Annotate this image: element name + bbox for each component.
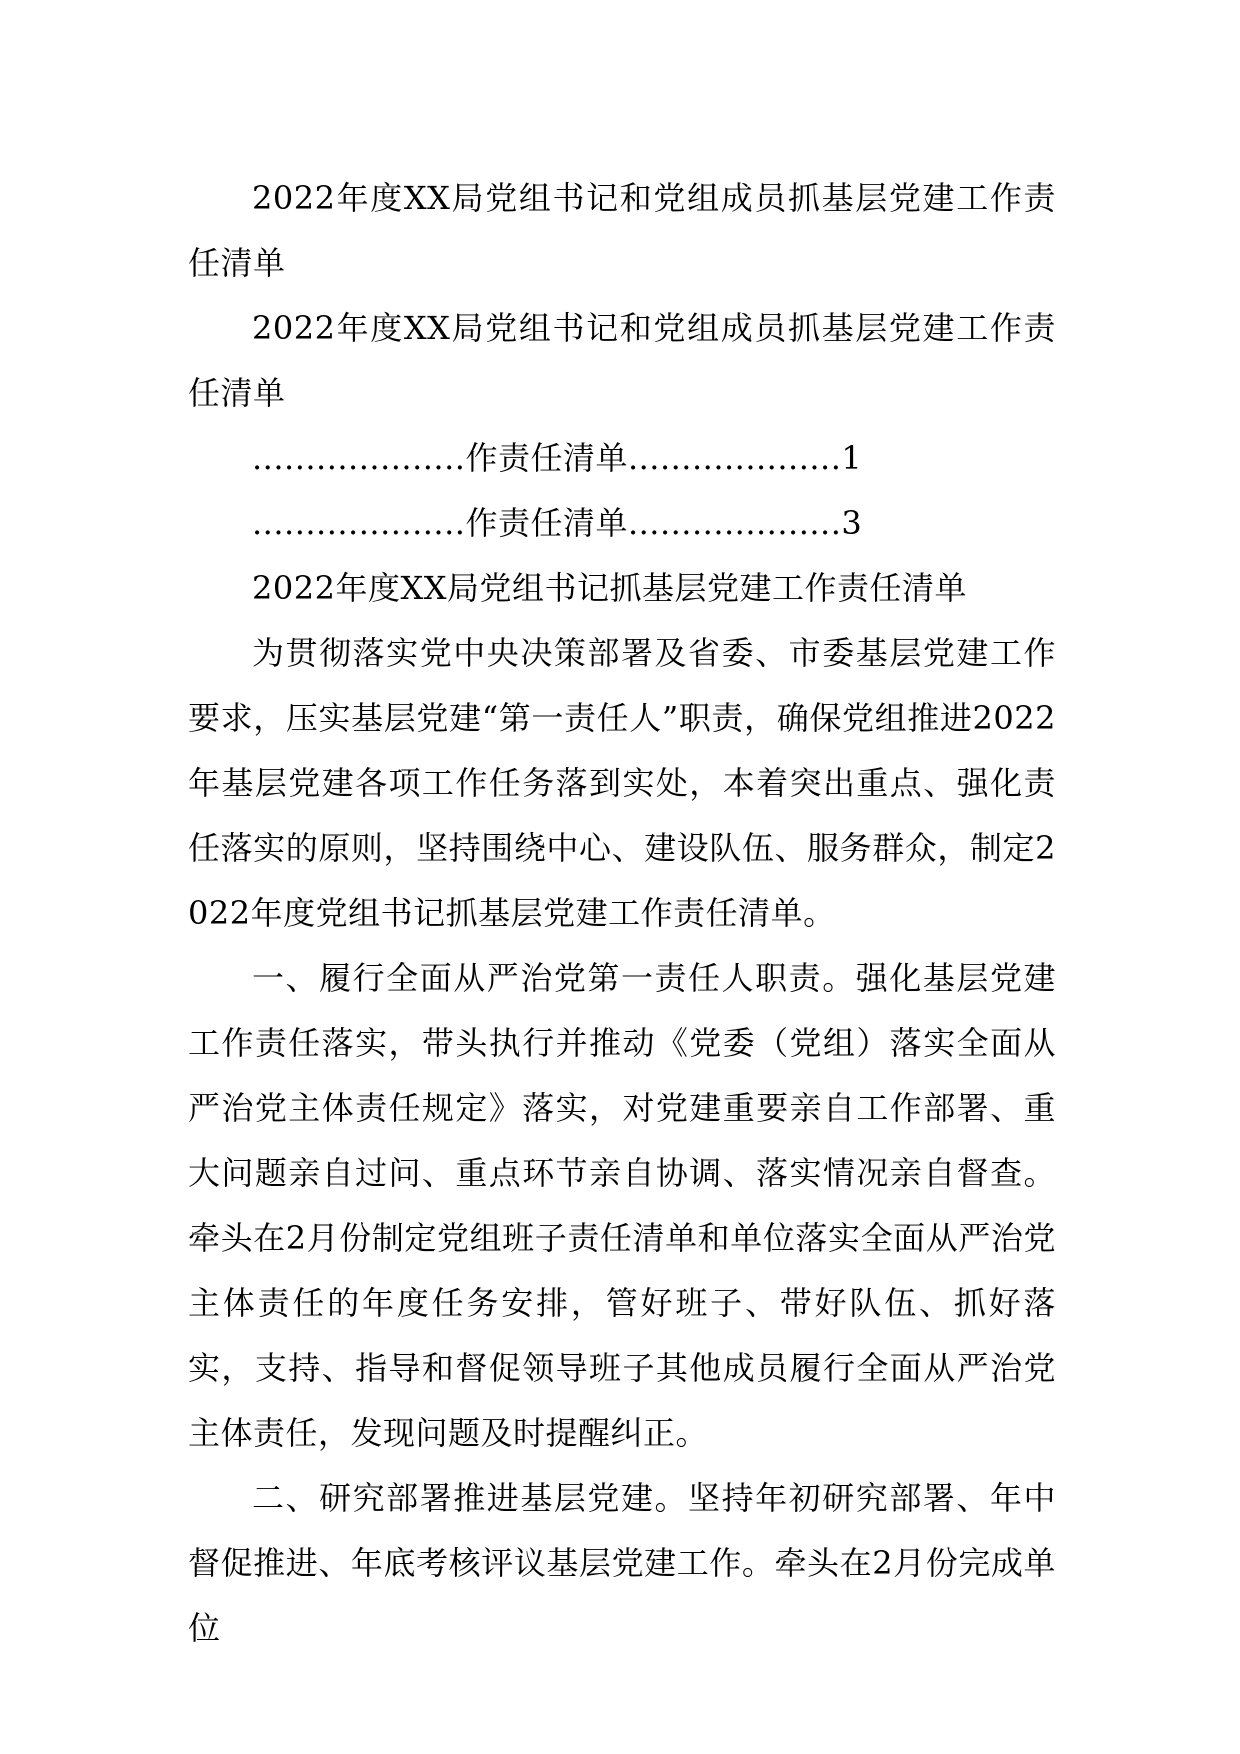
toc-entry: ....................作责任清单....................1 <box>252 439 863 477</box>
document-body <box>188 166 1056 1661</box>
section-title: 2022年度XX局党组书记抓基层党建工作责任清单 <box>252 569 968 607</box>
document-title-repeat: 2022年度XX局党组书记和党组成员抓基层党建工作责任清单 <box>188 309 1056 412</box>
toc-entry: ....................作责任清单....................3 <box>252 504 863 542</box>
body-paragraph: 一、履行全面从严治党第一责任人职责。强化基层党建工作责任落实，带头执行并推动《党委（党组）落实全面从严治党主体责任规定》落实，对党建重要亲自工作部署、重大问题亲自过问、重点环节亲自协调、落实情况亲自督查。牵头在2月份制定党组班子责任清单和单位落实全面从严治党主体责任的年度任务安排，管好班子、带好队伍、抓好落实，支持、指导和督促领导班子其他成员履行全面从严治党主体责任，发现问题及时提醒纠正。 <box>188 959 1056 1452</box>
document-title: 2022年度XX局党组书记和党组成员抓基层党建工作责任清单 <box>188 179 1056 282</box>
body-paragraph: 为贯彻落实党中央决策部署及省委、市委基层党建工作要求，压实基层党建“第一责任人”职责，确保党组推进2022年基层党建各项工作任务落到实处，本着突出重点、强化责任落实的原则，坚持围绕中心、建设队伍、服务群众，制定2022年度党组书记抓基层党建工作责任清单。 <box>188 634 1056 932</box>
body-paragraph: 二、研究部署推进基层党建。坚持年初研究部署、年中督促推进、年底考核评议基层党建工作。牵头在2月份完成单位 <box>188 1479 1056 1647</box>
